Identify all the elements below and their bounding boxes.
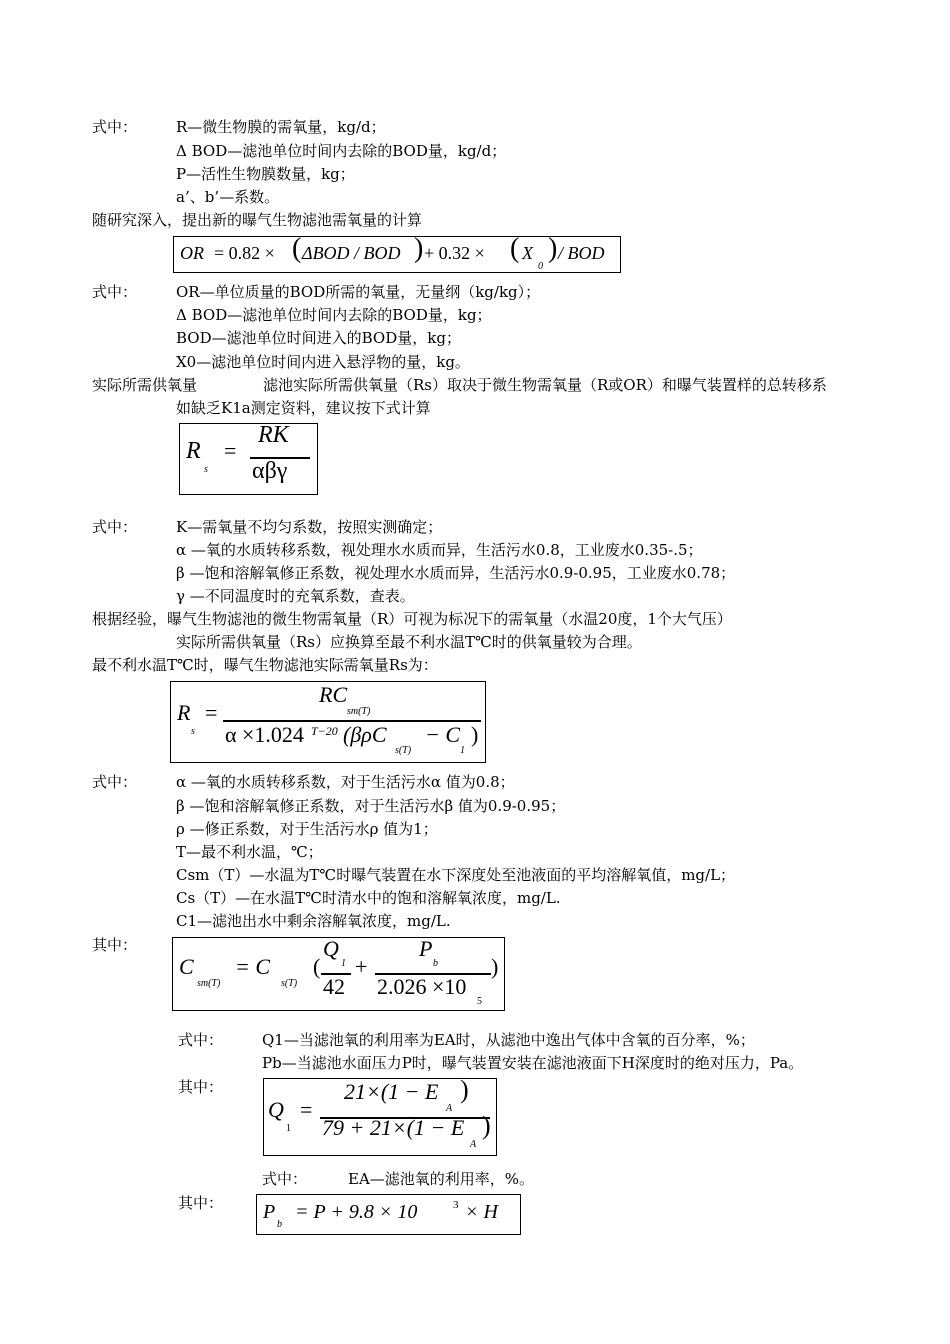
- formula-den: 2.026 ×10: [377, 974, 467, 999]
- formula-rs1-box: [179, 423, 318, 495]
- paren-close: ): [414, 233, 424, 264]
- label-shizhong-1: 式中：: [92, 118, 138, 136]
- formula-x: X: [522, 243, 533, 263]
- label-where-1: 其中：: [92, 936, 138, 954]
- paren-close: ): [491, 954, 499, 979]
- formula-eq: =: [205, 700, 218, 725]
- formula-num: RC: [319, 682, 348, 707]
- actual-heading: 实际所需供氧量: [92, 376, 198, 394]
- def-line: α —氧的水质转移系数，对于生活污水α 值为0.8；: [176, 773, 515, 791]
- formula-rs2-box: [170, 681, 486, 763]
- formula-p: P: [419, 936, 433, 961]
- formula-sub: A: [446, 1103, 453, 1114]
- formula-lhs: OR: [180, 243, 204, 263]
- label-shizhong-2: 式中：: [92, 283, 138, 301]
- def-line: X0—滤池单位时间内进入悬浮物的量，kg。: [176, 353, 470, 371]
- formula-eq: = C: [235, 954, 271, 979]
- formula-or-box: [173, 233, 621, 273]
- label-shizhong-4: 式中：: [92, 773, 138, 791]
- formula-pb-box: [256, 1194, 521, 1235]
- def-line: T—最不利水温，℃；: [176, 843, 323, 861]
- formula-sub: b: [433, 958, 438, 969]
- formula-q: Q: [323, 936, 339, 961]
- worst-temp-line: 最不利水温T℃时，曝气生物滤池实际需氧量Rs为：: [92, 656, 438, 674]
- def-line: Cs（T）—在水温T℃时清水中的饱和溶解氧浓度，mg/L.: [176, 889, 561, 907]
- formula-sub: s(T): [395, 745, 412, 756]
- formula-tail: × H: [465, 1201, 498, 1223]
- k1a-text: 如缺乏K1a测定资料，建议按下式计算: [176, 399, 431, 417]
- paren-close: ): [471, 722, 479, 747]
- def-line: β —饱和溶解氧修正系数，对于生活污水β 值为0.9-0.95；: [176, 797, 566, 815]
- formula-csm-box: [172, 937, 505, 1011]
- def-line: Pb—当滤池水面压力P时，曝气装置安装在滤池液面下H深度时的绝对压力，Pa。: [262, 1054, 804, 1072]
- def-line: β —饱和溶解氧修正系数，视处理水水质而异，生活污水0.9-0.95，工业废水0.78；: [176, 564, 736, 582]
- label-shizhong-6: 式中：: [262, 1170, 308, 1188]
- label-shizhong-3: 式中：: [92, 518, 138, 536]
- formula-sub: A: [470, 1139, 477, 1150]
- actual-text: 滤池实际所需供氧量（Rs）取决于微生物需氧量（R或OR）和曝气装置样的总转移系: [263, 376, 827, 394]
- formula-q1-box: [263, 1075, 497, 1156]
- paren-close: ): [460, 1075, 469, 1104]
- formula-sub: s: [204, 464, 208, 475]
- label-shizhong-5: 式中：: [178, 1031, 224, 1049]
- def-line: BOD—滤池单位时间进入的BOD量，kg；: [176, 329, 461, 347]
- formula-sub: s(T): [281, 978, 298, 989]
- formula-plus: +: [355, 954, 368, 979]
- def-line: Δ BOD—滤池单位时间内去除的BOD量，kg；: [176, 306, 492, 324]
- def-line: α —氧的水质转移系数，视处理水水质而异，生活污水0.8，工业废水0.35-.5；: [176, 541, 703, 559]
- label-where-2: 其中：: [178, 1078, 224, 1096]
- def-line: a’、b’—系数。: [176, 188, 280, 206]
- formula-den: 79 + 21×(1 − E: [322, 1115, 465, 1140]
- def-line: EA—滤池氧的利用率，%。: [348, 1170, 535, 1188]
- formula-eq: =: [300, 1097, 313, 1122]
- formula-num: RK: [258, 422, 289, 448]
- formula-c: C: [179, 954, 194, 979]
- paren-close: ): [548, 233, 558, 264]
- formula-den: αβγ: [252, 458, 288, 484]
- formula-q: Q: [268, 1097, 284, 1122]
- paren-open: (: [510, 233, 520, 264]
- def-line: Csm（T）—水温为T℃时曝气装置在水下深度处至池液面的平均溶解氧值，mg/L；: [176, 866, 736, 884]
- convert-line: 实际所需供氧量（Rs）应换算至最不利水温T℃时的供氧量较为合理。: [176, 633, 642, 651]
- formula-exp: 3: [453, 1199, 459, 1211]
- def-line: Δ BOD—滤池单位时间内去除的BOD量，kg/d；: [176, 142, 507, 160]
- def-line: γ —不同温度时的充氧系数，查表。: [176, 587, 415, 605]
- formula-den: − C: [425, 722, 461, 747]
- experience-line: 根据经验，曝气生物滤池的微生物需氧量（R）可视为标况下的需氧量（水温20度，1个大气压）: [92, 610, 732, 628]
- def-line: K—需氧量不均匀系数，按照实测确定；: [176, 518, 443, 536]
- formula-p: P: [263, 1201, 276, 1223]
- formula-tail: / BOD: [558, 243, 605, 263]
- formula-sub: 1: [341, 958, 346, 969]
- formula-den: (βρC: [343, 722, 387, 747]
- formula-sub: s: [191, 726, 195, 737]
- paren-open: (: [292, 233, 302, 264]
- formula-eq: =: [224, 438, 237, 463]
- formula-rest: = P + 9.8 × 10: [295, 1201, 418, 1223]
- label-where-3: 其中：: [178, 1194, 224, 1212]
- formula-exp: T−20: [311, 724, 338, 738]
- formula-den: 42: [323, 974, 345, 999]
- formula-eq: = 0.82 ×: [214, 243, 275, 263]
- def-line: P—活性生物膜数量，kg；: [176, 165, 355, 183]
- def-line: R—微生物膜的需氧量，kg/d；: [176, 118, 386, 136]
- formula-r: R: [186, 438, 201, 464]
- def-line: OR—单位质量的BOD所需的氧量，无量纲（kg/kg）；: [176, 283, 541, 301]
- formula-sub: sm(T): [347, 706, 371, 717]
- formula-sub: 0: [538, 261, 543, 272]
- formula-sub: sm(T): [197, 978, 221, 989]
- formula-den: α ×1.024: [225, 722, 304, 747]
- intro-new-line: 随研究深入，提出新的曝气生物滤池需氧量的计算: [92, 211, 423, 229]
- formula-sub: 1: [286, 1123, 291, 1134]
- def-line: Q1—当滤池氧的利用率为EA时，从滤池中逸出气体中含氧的百分率，%；: [262, 1031, 755, 1049]
- formula-exp: 5: [477, 996, 482, 1007]
- def-line: C1—滤池出水中剩余溶解氧浓度，mg/L.: [176, 912, 451, 930]
- paren-open: (: [313, 954, 321, 979]
- formula-sub: 1: [460, 745, 465, 756]
- def-line: ρ —修正系数，对于生活污水ρ 值为1；: [176, 820, 438, 838]
- formula-r: R: [177, 700, 191, 725]
- formula-plus: + 0.32 ×: [424, 243, 485, 263]
- paren-close: ): [482, 1111, 491, 1140]
- formula-sub: b: [277, 1219, 282, 1230]
- formula-num: 21×(1 − E: [344, 1079, 439, 1104]
- formula-term: ΔBOD / BOD: [302, 243, 401, 263]
